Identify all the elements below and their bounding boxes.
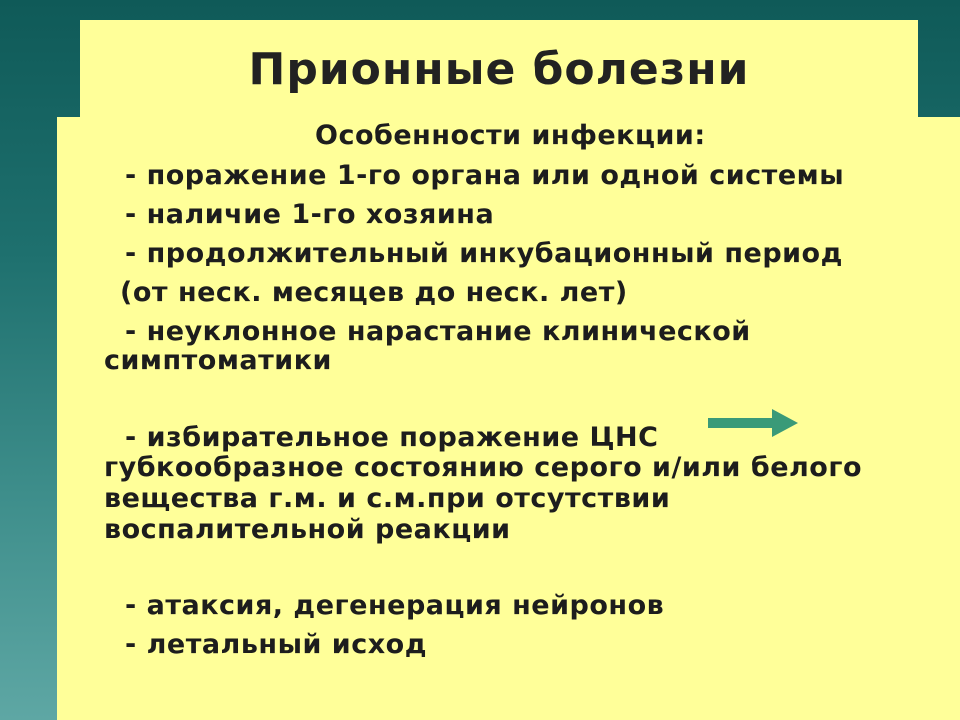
list-item: - избирательное поражение ЦНС bbox=[125, 422, 659, 453]
list-item: - атаксия, дегенерация нейронов bbox=[125, 590, 665, 621]
right-arrow-icon bbox=[708, 409, 800, 437]
list-item: симптоматики bbox=[104, 345, 332, 376]
list-item: губкообразное состоянию серого и/или белого bbox=[104, 452, 862, 483]
list-item: - продолжительный инкубационный период bbox=[125, 238, 843, 269]
subtitle: Особенности инфекции: bbox=[315, 120, 706, 151]
list-item: - неуклонное нарастание клинической bbox=[125, 316, 751, 347]
list-item: воспалительной реакции bbox=[104, 514, 511, 545]
slide-title: Прионные болезни bbox=[248, 44, 750, 95]
list-item: - наличие 1-го хозяина bbox=[125, 199, 495, 230]
list-item: - поражение 1-го органа или одной системы bbox=[125, 160, 845, 191]
list-item: (от неск. месяцев до неск. лет) bbox=[120, 277, 628, 308]
list-item: - летальный исход bbox=[125, 629, 427, 660]
list-item: вещества г.м. и с.м.при отсутствии bbox=[104, 483, 671, 514]
